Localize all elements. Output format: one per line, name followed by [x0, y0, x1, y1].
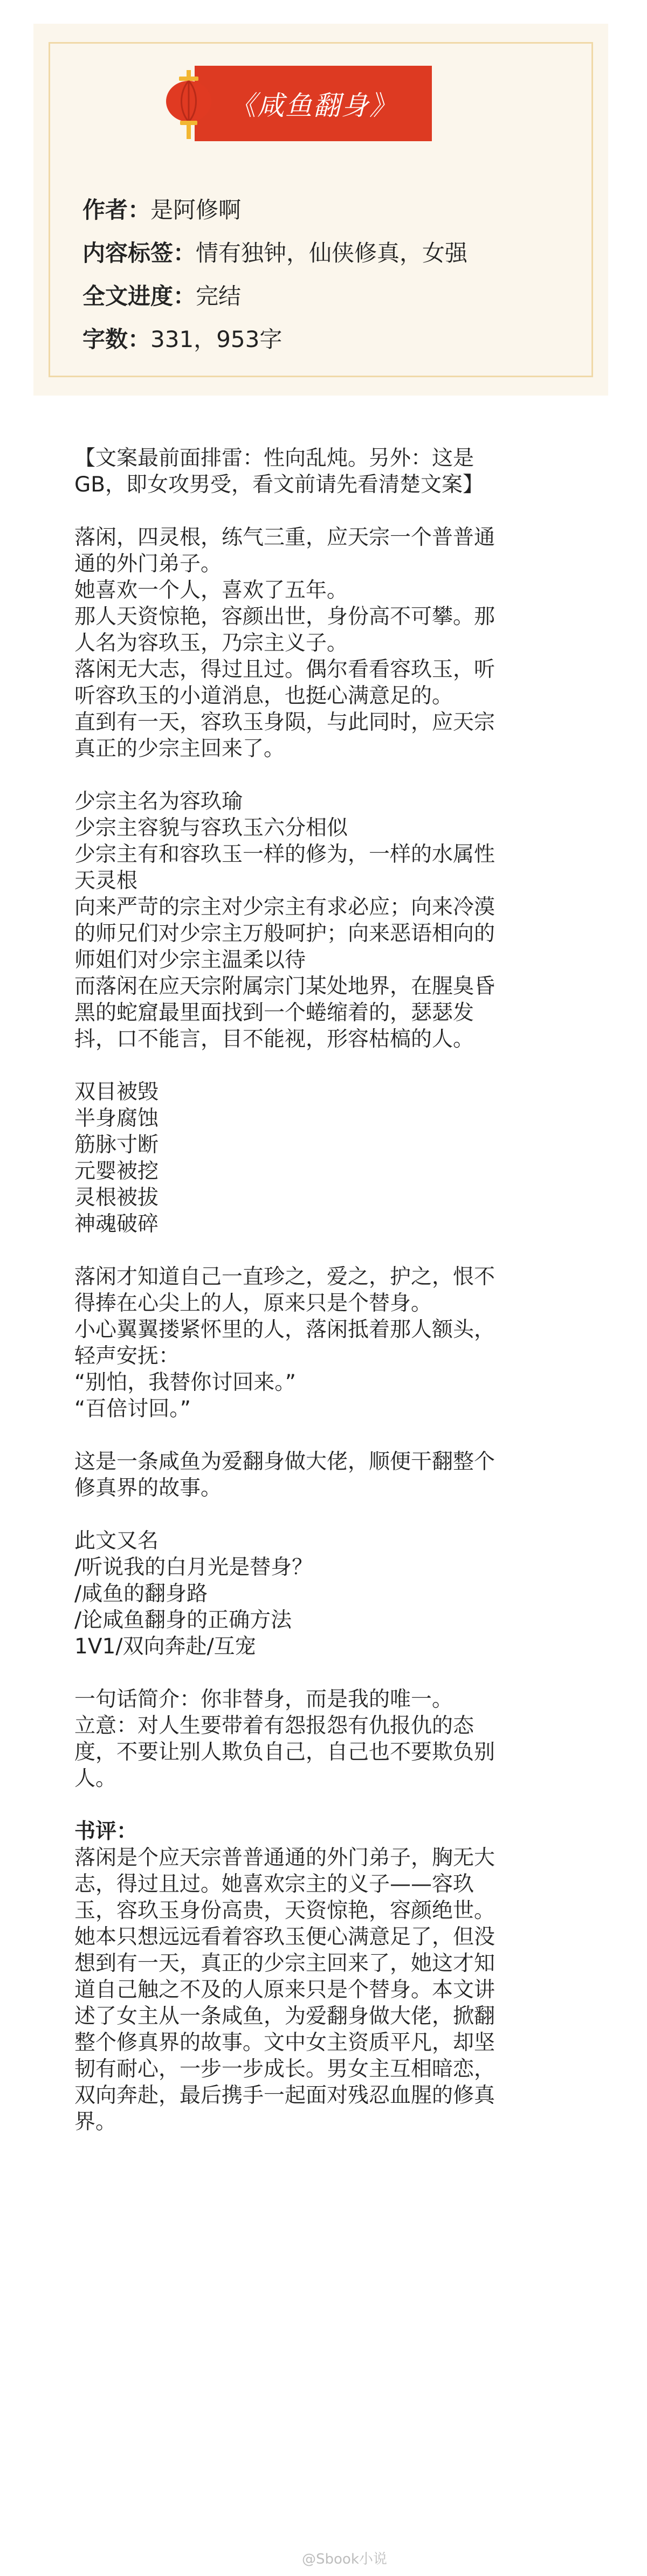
text-line: 双目被毁: [74, 1080, 159, 1104]
meta-author: [82, 189, 557, 232]
paragraph-gap: [74, 498, 576, 524]
text-line: 天灵根: [74, 869, 138, 893]
book-meta: [82, 189, 557, 361]
text-line: /论咸鱼翻身的正确方法: [74, 1608, 292, 1632]
meta-author-key: 作者：: [82, 197, 151, 223]
text-line: 述了女主从一条咸鱼，为爱翻身做大佬，掀翻: [74, 2004, 495, 2028]
text-line: “百倍讨回。”: [74, 1397, 191, 1421]
text-line: 落闲是个应天宗普普通通的外门弟子，胸无大: [74, 1846, 495, 1870]
watermark: @Sbook小说: [302, 2551, 387, 2567]
paragraph-gap: [74, 1501, 576, 1528]
title-banner: [195, 66, 432, 141]
meta-wordcount-value: 331，953字: [150, 326, 283, 352]
text-line: 神魂破碎: [74, 1212, 159, 1236]
text-line: 人名为容玖玉，乃宗主义子。: [74, 631, 348, 655]
text-line: 半身腐蚀: [74, 1106, 159, 1131]
text-line: 书评：: [74, 1819, 138, 1844]
meta-wordcount: [82, 318, 557, 361]
text-line: 真正的少宗主回来了。: [74, 737, 285, 761]
paragraph-gap: [74, 1052, 576, 1079]
text-line: 元婴被挖: [74, 1159, 159, 1183]
text-line: 得捧在心尖上的人，原来只是个替身。: [74, 1291, 432, 1315]
text-line: 向来严苛的宗主对少宗主有求必应；向来冷漠: [74, 895, 495, 919]
text-line: 整个修真界的故事。文中女主资质平凡，却坚: [74, 2031, 495, 2055]
text-line: 灵根被拔: [74, 1186, 159, 1210]
text-line: 玉，容玖玉身份高贵，天资惊艳，容颜绝世。: [74, 1899, 495, 1923]
text-line: 落闲无大志，得过且过。偶尔看看容玖玉，听: [74, 657, 495, 682]
text-line: 落闲才知道自己一直珍之，爱之，护之，恨不: [74, 1265, 495, 1289]
text-line: 想到有一天，真正的少宗主回来了，她这才知: [74, 1951, 495, 1976]
meta-progress-value: 完结: [196, 283, 242, 309]
lantern-icon: [163, 70, 215, 140]
text-line: 师姐们对少宗主温柔以待: [74, 948, 306, 972]
synopsis-text: [74, 445, 576, 2135]
text-line: 人。: [74, 1767, 117, 1791]
text-line: 少宗主名为容玖瑜: [74, 790, 243, 814]
text-line: 那人天资惊艳，容颜出世，身份高不可攀。那: [74, 605, 495, 629]
text-line: 界。: [74, 2110, 117, 2134]
text-line: 道自己触之不及的人原来只是个替身。本文讲: [74, 1978, 495, 2002]
meta-wordcount-key: 字数：: [82, 326, 151, 352]
text-line: GB，即女攻男受，看文前请先看清楚文案】: [74, 473, 484, 497]
text-line: 此文又名: [74, 1529, 159, 1553]
meta-progress-key: 全文进度：: [82, 283, 196, 309]
text-line: 听容玖玉的小道消息，也挺心满意足的。: [74, 684, 453, 708]
text-line: 1V1/双向奔赴/互宠: [74, 1635, 256, 1659]
meta-tags: [82, 232, 557, 275]
paragraph-gap: [74, 1237, 576, 1264]
text-line: 志，得过且过。她喜欢宗主的义子——容玖: [74, 1872, 474, 1896]
text-line: 度，不要让别人欺负自己，自己也不要欺负别: [74, 1740, 495, 1764]
text-line: 韧有耐心，一步一步成长。男女主互相暗恋，: [74, 2057, 495, 2081]
text-line: 少宗主有和容玖玉一样的修为，一样的水属性: [74, 842, 495, 867]
meta-author-value: 是阿修啊: [150, 197, 242, 223]
meta-tags-key: 内容标签：: [82, 240, 196, 266]
text-line: 一句话简介：你非替身，而是我的唯一。: [74, 1687, 453, 1712]
text-line: 这是一条咸鱼为爱翻身做大佬，顺便干翻整个: [74, 1450, 495, 1474]
text-line: /听说我的白月光是替身？: [74, 1555, 313, 1580]
text-line: /咸鱼的翻身路: [74, 1582, 208, 1606]
paragraph-gap: [74, 1792, 576, 1818]
meta-tags-value: 情有独钟，仙侠修真，女强: [196, 240, 468, 266]
meta-progress: [82, 275, 557, 318]
text-line: 双向奔赴，最后携手一起面对残忍血腥的修真: [74, 2083, 495, 2108]
text-line: 她喜欢一个人，喜欢了五年。: [74, 578, 348, 603]
text-line: 轻声安抚：: [74, 1344, 180, 1368]
text-line: 筋脉寸断: [74, 1133, 159, 1157]
text-line: 的师兄们对少宗主万般呵护；向来恶语相向的: [74, 922, 495, 946]
book-title: 《咸鱼翻身》: [229, 90, 397, 121]
text-line: 她本只想远远看着容玖玉便心满意足了，但没: [74, 1925, 495, 1949]
paragraph-gap: [74, 762, 576, 788]
text-line: 【文案最前面排雷：性向乱炖。另外：这是: [74, 446, 474, 470]
text-line: 而落闲在应天宗附属宗门某处地界，在腥臭昏: [74, 974, 495, 999]
paragraph-gap: [74, 1660, 576, 1686]
text-line: 落闲，四灵根，练气三重，应天宗一个普普通: [74, 525, 495, 550]
text-line: 直到有一天，容玖玉身陨，与此同时，应天宗: [74, 710, 495, 735]
text-line: 黑的蛇窟最里面找到一个蜷缩着的，瑟瑟发: [74, 1001, 474, 1025]
text-line: 小心翼翼搂紧怀里的人，落闲抵着那人额头，: [74, 1318, 495, 1342]
paragraph-gap: [74, 1422, 576, 1449]
text-line: 少宗主容貌与容玖玉六分相似: [74, 816, 348, 840]
text-line: 通的外门弟子。: [74, 552, 222, 576]
text-line: 立意：对人生要带着有怨报怨有仇报仇的态: [74, 1714, 474, 1738]
text-line: 修真界的故事。: [74, 1476, 222, 1500]
text-line: “别怕，我替你讨回来。”: [74, 1370, 296, 1395]
text-line: 抖，口不能言，目不能视，形容枯槁的人。: [74, 1027, 474, 1051]
